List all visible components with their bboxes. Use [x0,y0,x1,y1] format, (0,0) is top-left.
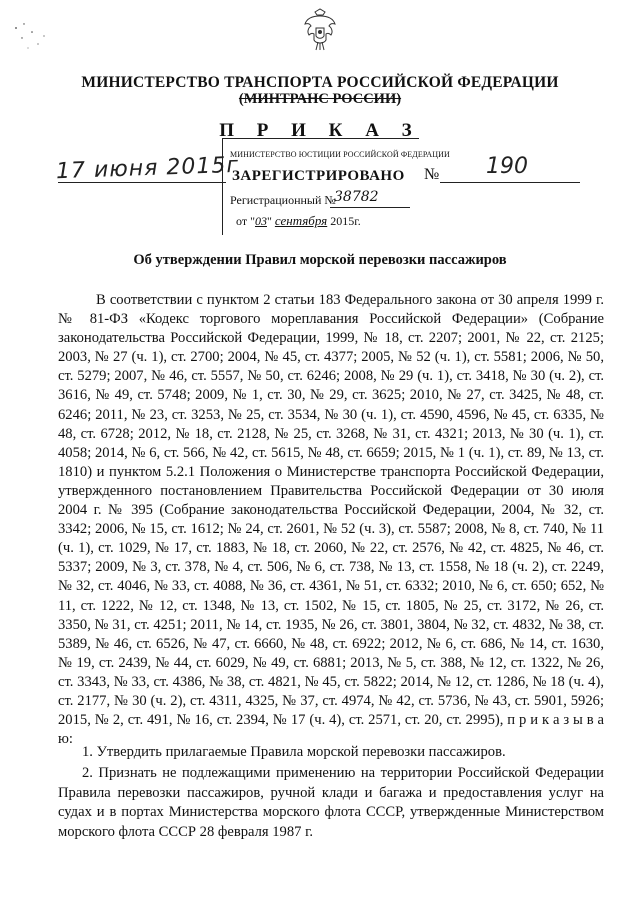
order-number-sign: № [424,166,440,183]
registration-date-day: 03 [254,214,267,228]
ministry-name: МИНИСТЕРСТВО ТРАНСПОРТА РОССИЙСКОЙ ФЕДЕРАЦИИ [81,74,559,91]
coat-of-arms-icon [302,8,338,52]
registration-org: МИНИСТЕРСТВО ЮСТИЦИИ РОССИЙСКОЙ ФЕДЕРАЦИИ [230,150,450,159]
order-item-1: 1. Утвердить прилагаемые Правила морской перевозки пассажиров. [82,744,506,760]
registration-date [236,213,361,229]
registration-number-label: Регистрационный № [230,193,336,207]
registration-number-underline [330,207,410,208]
order-items [58,743,604,844]
order-number: 190 [486,154,528,179]
document-type: П Р И К А З [219,120,421,141]
registration-date-month: сентября [274,213,328,228]
registration-number: 38782 [334,189,379,205]
order-item-2: 2. Признать не подлежащими применению на территории Российской Федерации Правила перевозки пассажиров, ручной клади и багажа и предоставления услуг на судах и в портах Министерства морского флота СССР, утвержденные Министерством морского флота СССР 28 февраля 1987 г. [58,764,604,841]
registration-word: ЗАРЕГИСТРИРОВАНО [232,168,405,184]
ministry-short-name: (МИНТРАНС РОССИИ) [238,91,402,107]
document-title: Об утверждении Правил морской перевозки пассажиров [133,252,507,268]
order-date-underline [58,182,226,183]
preamble-paragraph: В соответствии с пунктом 2 статьи 183 Федерального закона от 30 апреля 1999 г. № 81-ФЗ «Кодекс торгового мореплавания Российской Федерации» (Собрание законодательства Российской Федерации, 1999, № 18, ст. 2207; 2001, № 22, ст. 2125; 2003, № 27 (ч. 1), ст. 2700; 2004, № 45, ст. 4377; 2005, № 52 (ч. 1), ст. 5581; 2006, № 50, ст. 5279; 2007, № 46, ст. 5557, № 50, ст. 6246; 2008, № 29 (ч. 1), ст. 3418, № 30 (ч. 2), ст. 3616, № 49, ст. 5748; 2009, № 1, ст. 30, № 29, ст. 3625; 2010, № 27, ст. 3425, № 48, ст. 6246; 2011, № 23, ст. 3253, № 25, ст. 3534, № 30 (ч. 1), ст. 4590, 4596, № 45, ст. 6335, № 48, ст. 6728; 2012, № 18, ст. 2128, № 25, ст. 3268, № 31, ст. 4321; 2013, № 30 (ч. 1), ст. 4058; 2014, № 6, ст. 566, № 42, ст. 5615, № 48, ст. 6659; 2015, № 1 (ч. 1), ст. 89, № 13, ст. 1810) и пунктом 5.2.1 Положения о Министерстве транспорта Российской Федерации, утвержденного постановлением Правительства Российской Федерации от 30 июля 2004 г. № 395 (Собрание законодательства Российской Федерации, 2004, № 32, ст. 3342; 2006, № 15, ст. 1612; № 24, ст. 2601, № 52 (ч. 3), ст. 5587; 2008, № 8, ст. 740, № 11 (ч. 1), ст. 1029, № 17, ст. 1883, № 18, ст. 2060, № 22, ст. 2576, № 42, ст. 4825, № 46, ст. 5337; 2009, № 3, ст. 378, № 4, ст. 506, № 6, ст. 738, № 13, ст. 1558, № 18 (ч. 2), ст. 2249, № 32, ст. 4046, № 33, ст. 4088, № 36, ст. 4361, № 51, ст. 6332; 2010, № 6, ст. 650; 652, № 11, ст. 1222, № 12, ст. 1348, № 13, ст. 1502, № 15, ст. 1805, № 25, ст. 3172, № 26, ст. 3350, № 31, ст. 4251; 2011, № 14, ст. 1935, № 26, ст. 3801, 3804, № 32, ст. 4832, № 38, ст. 5389, № 46, ст. 6526, № 47, ст. 6660, № 48, ст. 6922; 2012, № 6, ст. 686, № 14, ст. 1630, № 19, ст. 2439, № 44, ст. 6029, № 49, ст. 6881; 2013, № 5, ст. 388, № 12, ст. 1322, № 26, ст. 3343, № 33, ст. 4386, № 38, ст. 4821, № 45, ст. 5822; 2014, № 12, ст. 1286, № 18 (ч. 4), ст. 2177, № 30 (ч. 2), ст. 4311, 4325, № 37, ст. 4974, № 42, ст. 5736, № 43, ст. 5901, 5926; 2015, № 2, ст. 491, № 16, ст. 2394, № 17 (ч. 4), ст. 2571, ст. 20, ст. 2995), п р и к а з ы в а ю: [58,292,604,748]
registration-date-year: 2015г. [327,214,361,228]
scan-specks [10,18,50,58]
order-number-underline [440,182,580,183]
registration-date-prefix: от " [236,214,255,228]
order-date: 17 июня 2015г [55,152,240,185]
registration-date-mid: " [266,214,275,228]
